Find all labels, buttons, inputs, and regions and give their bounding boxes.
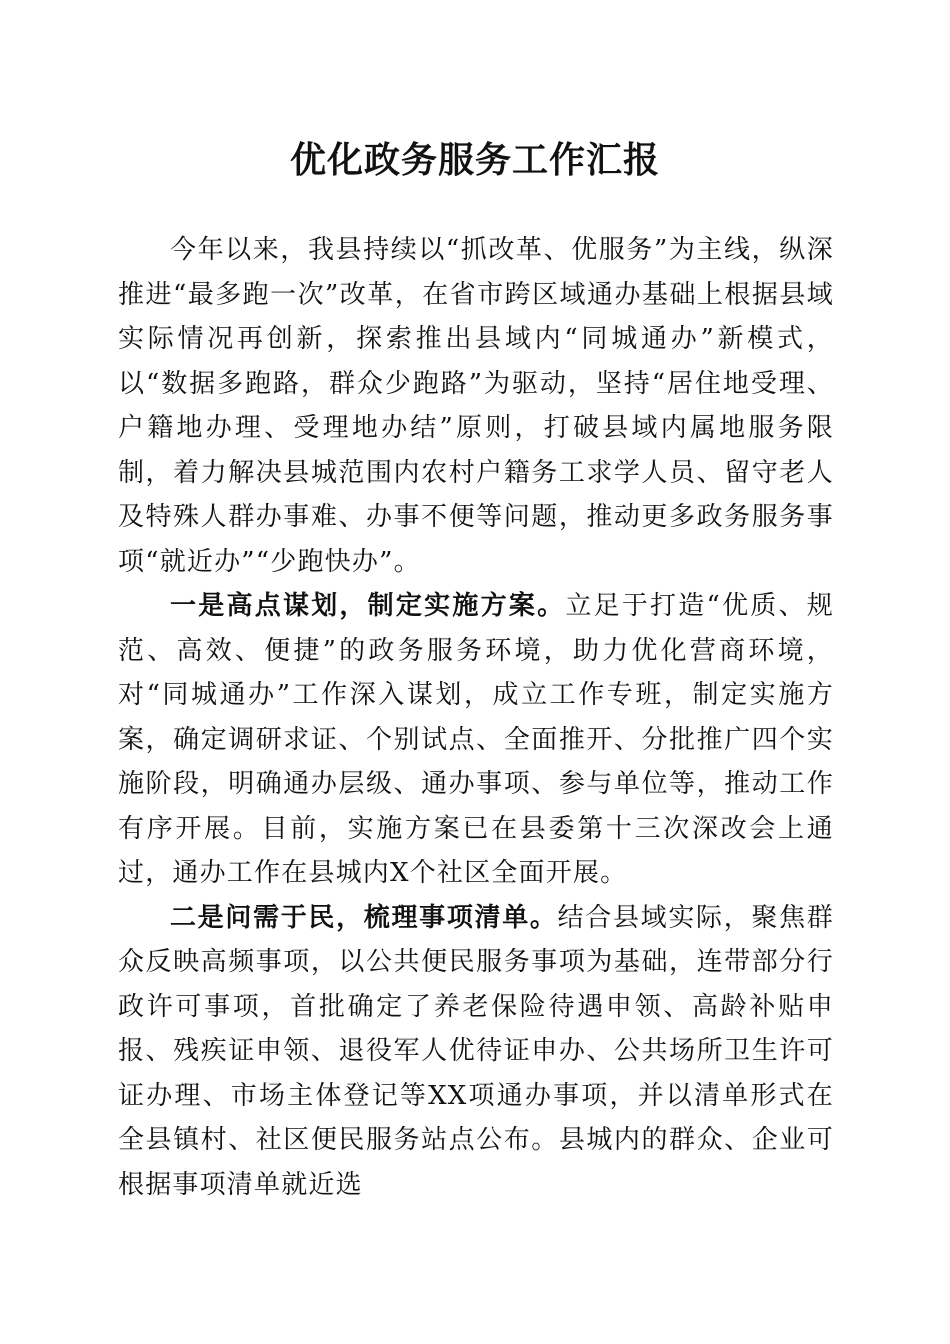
document-body <box>118 228 834 1207</box>
paragraph-text: 结合县域实际，聚焦群众反映高频事项，以公共便民服务事项为基础，连带部分行政许可事项，首批确定了养老保险待遇申领、高龄补贴申报、残疾证申领、退役军人优待证申办、公共场所卫生许可证办理、市场主体登记等XX项通办事项，并以清单形式在全县镇村、社区便民服务站点公布。县城内的群众、企业可根据事项清单就近选 <box>118 902 834 1200</box>
paragraph-section-one <box>118 584 834 896</box>
paragraph-lead: 一是高点谋划，制定实施方案。 <box>170 591 566 621</box>
paragraph-intro <box>118 228 834 584</box>
paragraph-section-two <box>118 896 834 1208</box>
document-title: 优化政务服务工作汇报 <box>289 139 660 181</box>
paragraph-text: 今年以来，我县持续以“抓改革、优服务”为主线，纵深推进“最多跑一次”改革，在省市跨区域通办基础上根据县域实际情况再创新，探索推出县域内“同城通办”新模式，以“数据多跑路，群众少跑路”为驱动，坚持“居住地受理、户籍地办理、受理地办结”原则，打破县域内属地服务限制，着力解决县城范围内农村户籍务工求学人员、留守老人及特殊人群办事难、办事不便等问题，推动更多政务服务事项“就近办”“少跑快办”。 <box>118 235 834 577</box>
paragraph-text: 立足于打造“优质、规范、高效、便捷”的政务服务环境，助力优化营商环境，对“同城通办”工作深入谋划，成立工作专班，制定实施方案，确定调研求证、个别试点、全面推开、分批推广四个实施阶段，明确通办层级、通办事项、参与单位等，推动工作有序开展。目前，实施方案已在县委第十三次深改会上通过，通办工作在县城内X个社区全面开展。 <box>118 591 834 888</box>
paragraph-lead: 二是问需于民，梳理事项清单。 <box>170 902 558 933</box>
